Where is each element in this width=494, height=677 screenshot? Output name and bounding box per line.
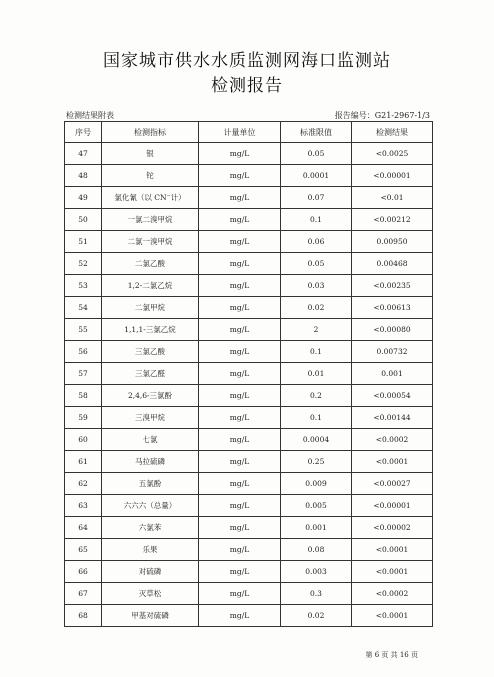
column-header-result: 检测结果 (352, 122, 433, 143)
row-unit: mg/L (199, 539, 281, 561)
row-result: <0.00002 (352, 517, 433, 539)
table-row (65, 187, 433, 209)
row-indicator: 三氯乙醛 (102, 363, 199, 385)
row-limit: 0.02 (281, 297, 352, 319)
row-unit: mg/L (199, 341, 281, 363)
row-limit: 0.03 (281, 275, 352, 297)
row-indicator: 银 (102, 143, 199, 165)
row-index: 64 (65, 517, 102, 539)
column-header-indicator: 检测指标 (102, 122, 199, 143)
row-limit: 0.1 (281, 341, 352, 363)
row-result: <0.00235 (352, 275, 433, 297)
row-unit: mg/L (199, 209, 281, 231)
row-index: 65 (65, 539, 102, 561)
row-indicator: 二氯乙酸 (102, 253, 199, 275)
row-indicator: 氯化氰（以 CN⁻计） (102, 187, 199, 209)
column-header-index: 序号 (65, 122, 102, 143)
row-index: 62 (65, 473, 102, 495)
table-body (65, 143, 433, 627)
table-row (65, 429, 433, 451)
row-limit: 0.01 (281, 363, 352, 385)
table-row (65, 385, 433, 407)
row-index: 55 (65, 319, 102, 341)
attachment-label: 检测结果附表 (66, 111, 114, 120)
row-index: 50 (65, 209, 102, 231)
row-limit: 0.05 (281, 253, 352, 275)
row-indicator: 乐果 (102, 539, 199, 561)
row-indicator: 对硫磷 (102, 561, 199, 583)
row-limit: 0.2 (281, 385, 352, 407)
table-row (65, 407, 433, 429)
row-result: <0.00144 (352, 407, 433, 429)
row-index: 49 (65, 187, 102, 209)
table-row (65, 297, 433, 319)
row-limit: 0.0004 (281, 429, 352, 451)
table-row (65, 583, 433, 605)
row-limit: 0.07 (281, 187, 352, 209)
row-indicator: 六六六（总量） (102, 495, 199, 517)
row-indicator: 三氯乙酸 (102, 341, 199, 363)
row-index: 52 (65, 253, 102, 275)
row-index: 61 (65, 451, 102, 473)
table-row (65, 231, 433, 253)
row-indicator: 1,1,1-三氯乙烷 (102, 319, 199, 341)
table-row (65, 319, 433, 341)
row-unit: mg/L (199, 429, 281, 451)
row-limit: 0.009 (281, 473, 352, 495)
row-index: 66 (65, 561, 102, 583)
row-unit: mg/L (199, 319, 281, 341)
row-result: <0.00027 (352, 473, 433, 495)
page-number: 第 6 页 共 16 页 (365, 651, 418, 659)
row-unit: mg/L (199, 473, 281, 495)
row-index: 59 (65, 407, 102, 429)
table-row (65, 517, 433, 539)
row-result: <0.00080 (352, 319, 433, 341)
row-limit: 0.003 (281, 561, 352, 583)
row-limit: 0.02 (281, 605, 352, 627)
row-index: 63 (65, 495, 102, 517)
row-indicator: 2,4,6-三氯酚 (102, 385, 199, 407)
row-limit: 0.1 (281, 209, 352, 231)
row-result: <0.00613 (352, 297, 433, 319)
table-row (65, 209, 433, 231)
table-row (65, 341, 433, 363)
row-unit: mg/L (199, 143, 281, 165)
row-unit: mg/L (199, 187, 281, 209)
row-result: 0.00468 (352, 253, 433, 275)
row-result: <0.0001 (352, 539, 433, 561)
row-limit: 0.06 (281, 231, 352, 253)
row-result: <0.0025 (352, 143, 433, 165)
row-result: <0.00054 (352, 385, 433, 407)
row-unit: mg/L (199, 605, 281, 627)
report-number: 报告编号：G21-2967-1/3 (334, 111, 430, 120)
row-index: 48 (65, 165, 102, 187)
report-title-line1: 国家城市供水水质监测网海口监测站 (103, 51, 391, 71)
row-result: 0.001 (352, 363, 433, 385)
row-index: 54 (65, 297, 102, 319)
row-index: 53 (65, 275, 102, 297)
column-header-limit: 标准限值 (281, 122, 352, 143)
table-row (65, 275, 433, 297)
row-indicator: 1,2-二氯乙烷 (102, 275, 199, 297)
row-result: <0.0002 (352, 583, 433, 605)
row-indicator: 三溴甲烷 (102, 407, 199, 429)
table-row (65, 539, 433, 561)
row-indicator: 一氯二溴甲烷 (102, 209, 199, 231)
row-result: <0.00001 (352, 165, 433, 187)
row-indicator: 铊 (102, 165, 199, 187)
row-limit: 0.08 (281, 539, 352, 561)
row-unit: mg/L (199, 561, 281, 583)
row-unit: mg/L (199, 275, 281, 297)
row-limit: 0.25 (281, 451, 352, 473)
row-limit: 0.005 (281, 495, 352, 517)
row-unit: mg/L (199, 363, 281, 385)
row-index: 57 (65, 363, 102, 385)
row-indicator: 马拉硫磷 (102, 451, 199, 473)
table-row (65, 451, 433, 473)
row-index: 47 (65, 143, 102, 165)
row-result: <0.01 (352, 187, 433, 209)
row-limit: 0.3 (281, 583, 352, 605)
row-indicator: 二氯一溴甲烷 (102, 231, 199, 253)
row-limit: 0.1 (281, 407, 352, 429)
table-row (65, 605, 433, 627)
table-row (65, 253, 433, 275)
row-unit: mg/L (199, 385, 281, 407)
row-index: 58 (65, 385, 102, 407)
table-row (65, 165, 433, 187)
row-unit: mg/L (199, 451, 281, 473)
row-result: <0.0001 (352, 605, 433, 627)
row-unit: mg/L (199, 253, 281, 275)
row-indicator: 六氯苯 (102, 517, 199, 539)
row-unit: mg/L (199, 297, 281, 319)
row-limit: 0.001 (281, 517, 352, 539)
row-index: 56 (65, 341, 102, 363)
row-unit: mg/L (199, 583, 281, 605)
table-row (65, 561, 433, 583)
table-row (65, 473, 433, 495)
row-index: 60 (65, 429, 102, 451)
row-indicator: 五氯酚 (102, 473, 199, 495)
column-header-unit: 计量单位 (199, 122, 281, 143)
row-limit: 0.0001 (281, 165, 352, 187)
row-index: 68 (65, 605, 102, 627)
row-result: 0.00950 (352, 231, 433, 253)
row-result: <0.0001 (352, 561, 433, 583)
row-indicator: 二氯甲烷 (102, 297, 199, 319)
table-row (65, 495, 433, 517)
row-unit: mg/L (199, 495, 281, 517)
row-result: <0.0002 (352, 429, 433, 451)
results-table (64, 121, 433, 627)
row-indicator: 甲基对硫磷 (102, 605, 199, 627)
row-index: 67 (65, 583, 102, 605)
row-result: <0.00212 (352, 209, 433, 231)
row-unit: mg/L (199, 407, 281, 429)
row-result: <0.00001 (352, 495, 433, 517)
table-row (65, 143, 433, 165)
row-index: 51 (65, 231, 102, 253)
row-limit: 0.05 (281, 143, 352, 165)
table-header-row (65, 122, 433, 143)
row-indicator: 七氯 (102, 429, 199, 451)
row-result: <0.0001 (352, 451, 433, 473)
table-row (65, 363, 433, 385)
row-unit: mg/L (199, 231, 281, 253)
row-unit: mg/L (199, 517, 281, 539)
row-indicator: 灭草松 (102, 583, 199, 605)
row-unit: mg/L (199, 165, 281, 187)
report-title-line2: 检测报告 (211, 76, 283, 96)
row-result: 0.00732 (352, 341, 433, 363)
row-limit: 2 (281, 319, 352, 341)
